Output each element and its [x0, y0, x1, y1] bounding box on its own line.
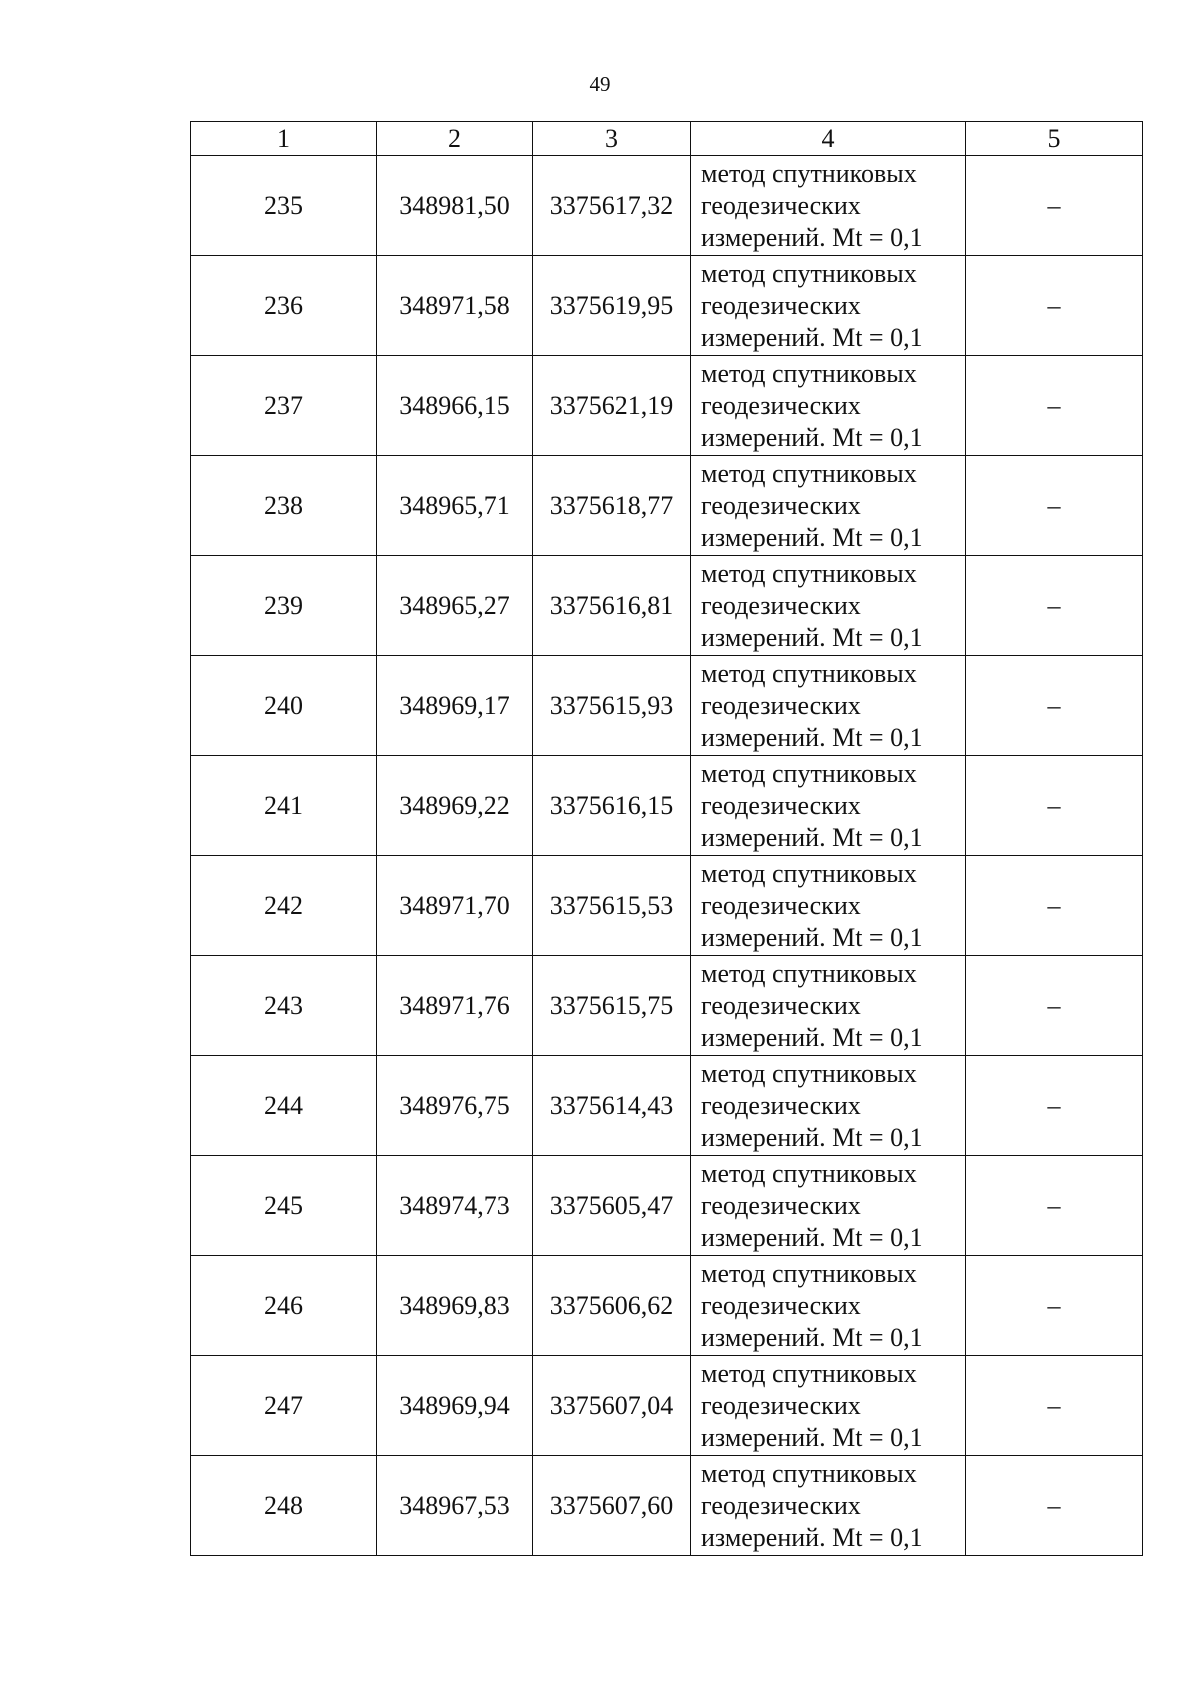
table-row [191, 456, 1143, 556]
method-text-line: измерений. Mt = 0,1 [701, 822, 923, 852]
note-cell: – [966, 756, 1143, 856]
method-text-line: метод спутниковых [701, 558, 917, 588]
method-cell [691, 656, 966, 756]
coordinate-x-cell: 348971,58 [377, 256, 533, 356]
coordinate-x-cell: 348967,53 [377, 1456, 533, 1556]
coordinate-x-cell: 348965,71 [377, 456, 533, 556]
method-text-line: метод спутниковых [701, 258, 917, 288]
method-text-line: метод спутниковых [701, 1358, 917, 1388]
method-cell [691, 556, 966, 656]
coordinate-x-cell: 348974,73 [377, 1156, 533, 1256]
header-col-3: 3 [533, 122, 691, 156]
table-row [191, 256, 1143, 356]
coordinate-y-cell: 3375616,81 [533, 556, 691, 656]
method-text-line: измерений. Mt = 0,1 [701, 1222, 923, 1252]
coordinate-y-cell: 3375618,77 [533, 456, 691, 556]
header-col-4: 4 [691, 122, 966, 156]
note-cell: – [966, 1256, 1143, 1356]
table-header [191, 122, 1143, 156]
table-row [191, 1056, 1143, 1156]
coordinate-y-cell: 3375614,43 [533, 1056, 691, 1156]
method-text-line: геодезических [701, 1190, 861, 1220]
method-text-line: геодезических [701, 1490, 861, 1520]
method-text-line: метод спутниковых [701, 758, 917, 788]
point-number-cell: 237 [191, 356, 377, 456]
point-number-cell: 241 [191, 756, 377, 856]
point-number-cell: 239 [191, 556, 377, 656]
method-text-line: геодезических [701, 590, 861, 620]
coordinate-x-cell: 348969,94 [377, 1356, 533, 1456]
table-row [191, 556, 1143, 656]
note-cell: – [966, 656, 1143, 756]
method-text-line: метод спутниковых [701, 1458, 917, 1488]
method-cell [691, 756, 966, 856]
point-number-cell: 247 [191, 1356, 377, 1456]
method-cell [691, 1056, 966, 1156]
coordinate-y-cell: 3375607,04 [533, 1356, 691, 1456]
note-cell: – [966, 256, 1143, 356]
table-row [191, 1156, 1143, 1256]
method-text-line: метод спутниковых [701, 1158, 917, 1188]
method-text-line: измерений. Mt = 0,1 [701, 1322, 923, 1352]
method-cell [691, 356, 966, 456]
point-number-cell: 235 [191, 156, 377, 256]
coordinate-y-cell: 3375621,19 [533, 356, 691, 456]
coordinate-x-cell: 348981,50 [377, 156, 533, 256]
point-number-cell: 245 [191, 1156, 377, 1256]
method-text-line: измерений. Mt = 0,1 [701, 722, 923, 752]
coordinate-y-cell: 3375605,47 [533, 1156, 691, 1256]
method-text-line: метод спутниковых [701, 1058, 917, 1088]
method-text-line: измерений. Mt = 0,1 [701, 422, 923, 452]
table-row [191, 1356, 1143, 1456]
coordinate-x-cell: 348969,83 [377, 1256, 533, 1356]
method-text-line: геодезических [701, 690, 861, 720]
header-col-2: 2 [377, 122, 533, 156]
note-cell: – [966, 1456, 1143, 1556]
method-text-line: геодезических [701, 1290, 861, 1320]
page-number: 49 [589, 72, 611, 96]
method-cell [691, 856, 966, 956]
coordinate-y-cell: 3375615,75 [533, 956, 691, 1056]
note-cell: – [966, 856, 1143, 956]
coordinate-y-cell: 3375606,62 [533, 1256, 691, 1356]
method-cell [691, 1456, 966, 1556]
method-cell [691, 456, 966, 556]
method-text-line: измерений. Mt = 0,1 [701, 922, 923, 952]
point-number-cell: 240 [191, 656, 377, 756]
point-number-cell: 238 [191, 456, 377, 556]
coordinate-y-cell: 3375607,60 [533, 1456, 691, 1556]
method-text-line: метод спутниковых [701, 858, 917, 888]
method-text-line: геодезических [701, 290, 861, 320]
note-cell: – [966, 456, 1143, 556]
coordinate-x-cell: 348965,27 [377, 556, 533, 656]
coordinates-table [190, 121, 1143, 1556]
table-row [191, 856, 1143, 956]
point-number-cell: 242 [191, 856, 377, 956]
method-text-line: метод спутниковых [701, 1258, 917, 1288]
table-row [191, 756, 1143, 856]
method-text-line: метод спутниковых [701, 658, 917, 688]
method-text-line: измерений. Mt = 0,1 [701, 1522, 923, 1552]
method-cell [691, 1256, 966, 1356]
coordinate-x-cell: 348971,70 [377, 856, 533, 956]
method-text-line: измерений. Mt = 0,1 [701, 522, 923, 552]
coordinate-y-cell: 3375617,32 [533, 156, 691, 256]
method-cell [691, 156, 966, 256]
table-body [191, 156, 1143, 1556]
coordinate-x-cell: 348971,76 [377, 956, 533, 1056]
point-number-cell: 243 [191, 956, 377, 1056]
table-row [191, 656, 1143, 756]
table-row [191, 1456, 1143, 1556]
header-row [191, 122, 1143, 156]
note-cell: – [966, 156, 1143, 256]
coordinate-x-cell: 348966,15 [377, 356, 533, 456]
coordinate-x-cell: 348969,22 [377, 756, 533, 856]
table-row [191, 956, 1143, 1056]
table-row [191, 1256, 1143, 1356]
table-row [191, 356, 1143, 456]
coordinate-y-cell: 3375615,53 [533, 856, 691, 956]
method-text-line: измерений. Mt = 0,1 [701, 222, 923, 252]
method-text-line: геодезических [701, 990, 861, 1020]
method-cell [691, 1156, 966, 1256]
point-number-cell: 236 [191, 256, 377, 356]
header-col-1: 1 [191, 122, 377, 156]
coordinate-y-cell: 3375619,95 [533, 256, 691, 356]
note-cell: – [966, 1056, 1143, 1156]
method-text-line: геодезических [701, 1090, 861, 1120]
method-text-line: измерений. Mt = 0,1 [701, 622, 923, 652]
method-text-line: измерений. Mt = 0,1 [701, 322, 923, 352]
table-row [191, 156, 1143, 256]
note-cell: – [966, 1156, 1143, 1256]
method-text-line: измерений. Mt = 0,1 [701, 1122, 923, 1152]
method-text-line: метод спутниковых [701, 958, 917, 988]
method-text-line: измерений. Mt = 0,1 [701, 1422, 923, 1452]
point-number-cell: 244 [191, 1056, 377, 1156]
method-text-line: метод спутниковых [701, 458, 917, 488]
note-cell: – [966, 956, 1143, 1056]
method-cell [691, 956, 966, 1056]
note-cell: – [966, 556, 1143, 656]
method-cell [691, 256, 966, 356]
method-text-line: геодезических [701, 190, 861, 220]
coordinate-y-cell: 3375616,15 [533, 756, 691, 856]
header-col-5: 5 [966, 122, 1143, 156]
method-text-line: геодезических [701, 1390, 861, 1420]
point-number-cell: 246 [191, 1256, 377, 1356]
method-text-line: метод спутниковых [701, 158, 917, 188]
method-cell [691, 1356, 966, 1456]
method-text-line: геодезических [701, 790, 861, 820]
note-cell: – [966, 1356, 1143, 1456]
method-text-line: измерений. Mt = 0,1 [701, 1022, 923, 1052]
coordinate-x-cell: 348969,17 [377, 656, 533, 756]
point-number-cell: 248 [191, 1456, 377, 1556]
method-text-line: геодезических [701, 390, 861, 420]
method-text-line: геодезических [701, 490, 861, 520]
method-text-line: метод спутниковых [701, 358, 917, 388]
note-cell: – [966, 356, 1143, 456]
coordinate-x-cell: 348976,75 [377, 1056, 533, 1156]
coordinate-y-cell: 3375615,93 [533, 656, 691, 756]
method-text-line: геодезических [701, 890, 861, 920]
